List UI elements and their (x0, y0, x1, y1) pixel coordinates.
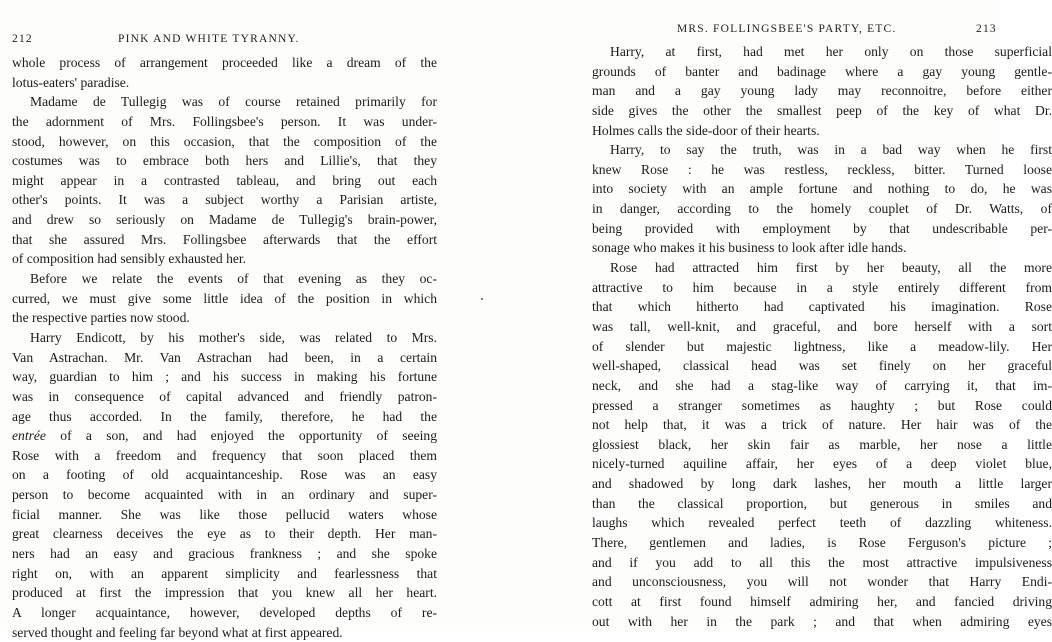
text-line: of composition had sensibly exhausted her. (12, 251, 247, 267)
text-line: well-shaped, classical head was set finely on her graceful (592, 358, 1052, 374)
text-line: Rose with a freedom and frequency that soon placed them (12, 447, 437, 463)
text-line: curred, we must give some little idea of the position in which (12, 290, 437, 306)
text-line: Rose had attracted him first by her beauty, all the more (610, 260, 1052, 276)
text-line: knew Rose : he was restless, reckless, bitter. Turned loose (592, 161, 1052, 177)
text-line: whole process of arrangement proceeded like a dream of the (12, 55, 437, 70)
scan-speck (481, 298, 483, 300)
right-body-text (592, 42, 1052, 631)
text-line: on a footing of old acquaintanceship. Rose was an easy (12, 467, 437, 483)
text-line: and unconsciousness, you will not wonder that Harry Endi- (592, 574, 1052, 590)
left-page (0, 0, 470, 640)
text-line: pressed a stranger sometimes as haughty ; but Rose could (592, 397, 1052, 413)
text-line: laughs which revealed perfect teeth of dazzling whiteness. (592, 515, 1052, 531)
text-line: Madame de Tullegig was of course retained primarily for (30, 94, 437, 110)
text-line: A longer acquaintance, however, developed depths of re- (12, 604, 437, 620)
text-line: served thought and feeling far beyond what at first appeared. (12, 624, 343, 640)
text-line: Before we relate the events of that evening as they oc- (30, 271, 437, 287)
text-line: right on, with an apparent simplicity and fearlessness that (12, 565, 437, 581)
text-line: that which hitherto had captivated his imagination. Rose (592, 299, 1052, 315)
text-line: costumes was to embrace both hers and Lillie's, that they (12, 153, 437, 169)
text-line: not help that, it was a trick of nature. Her hair was of the (592, 417, 1052, 433)
text-line: cott at first found himself admiring her, and fancied driving (592, 593, 1052, 609)
left-running-head: PINK AND WHITE TYRANNY. (118, 33, 300, 45)
text-line: ners had an easy and gracious frankness ; and she spoke (12, 546, 437, 562)
text-line: might appear in a contrasted tableau, and bring out each (12, 172, 437, 188)
text-line: into society with an ample fortune and nothing to do, he was (592, 181, 1052, 197)
text-line: There, gentlemen and ladies, is Rose Ferguson's picture ; (592, 535, 1052, 551)
text-line: lotus-eaters' paradise. (12, 74, 130, 90)
text-line: Van Astrachan. Mr. Van Astrachan had been, in a certain (12, 349, 437, 365)
text-line: produced at first the impression that you knew all her heart. (12, 585, 437, 601)
right-page (560, 0, 1052, 631)
text-line: Harry, at first, had met her only on those superficial (610, 44, 1052, 59)
text-line: person to become acquainted with in an ordinary and super- (12, 487, 437, 503)
right-running-head: MRS. FOLLINGSBEE'S PARTY, ETC. (677, 23, 897, 35)
text-line: way, guardian to him ; and his success in making his fortune (12, 369, 437, 385)
text-line: than the classical proportion, but generous in smiles and (592, 495, 1052, 511)
text-line: in danger, according to the homely couplet of Dr. Watts, of (592, 201, 1052, 217)
text-line: out with her in the park ; and that when admiring eyes (592, 613, 1052, 629)
text-line: other's points. It was a subject worthy a Parisian artiste, (12, 192, 437, 208)
text-line: entrée of a son, and had enjoyed the opportunity of seeing (12, 428, 437, 444)
left-body-text (12, 53, 437, 642)
text-line: stood, however, on this occasion, that the composition of the (12, 133, 437, 149)
text-line: Holmes calls the side-door of their hearts. (592, 122, 820, 138)
text-line: glossiest black, her skin fair as marble, her nose a little (592, 436, 1052, 452)
text-line: great clearness deceives the eye as to their depth. Her man- (12, 526, 437, 542)
text-line: neck, and she had a stag-like way of carrying it, that im- (592, 377, 1052, 393)
text-line: Harry Endicott, by his mother's side, was related to Mrs. (30, 329, 437, 345)
text-line: grounds of banter and badinage where a gay young gentle- (592, 63, 1052, 79)
text-line: the respective parties now stood. (12, 310, 190, 326)
text-line: ficial manner. She was like those pellucid waters whose (12, 506, 437, 522)
text-line: Harry, to say the truth, was in a bad way when he first (610, 142, 1052, 158)
text-line: being provided with employment by that undescribable per- (592, 220, 1052, 236)
text-line: that she assured Mrs. Follingsbee afterwards that the effort (12, 231, 437, 247)
text-line: and drew so seriously on Madame de Tullegig's brain-power, (12, 212, 437, 228)
text-line: side gives the other the smallest peep of the key of what Dr. (592, 102, 1052, 118)
text-line: was tall, well-knit, and graceful, and bore herself with a sort (592, 318, 1052, 334)
text-line: was in consequence of capital advanced and friendly patron- (12, 388, 437, 404)
right-page-number: 213 (976, 23, 997, 35)
text-line: attractive to him because in a style entirely different from (592, 279, 1052, 295)
text-line: and shadowed by long dark lashes, her mouth a little larger (592, 476, 1052, 492)
text-line: sonage who makes it his business to look after idle hands. (592, 240, 907, 256)
text-line: and if you add to all this the most attractive impulsiveness (592, 554, 1052, 570)
text-line: the adornment of Mrs. Follingsbee's person. It was under- (12, 113, 437, 129)
left-page-number: 212 (12, 33, 33, 45)
text-line: age thus accorded. In the family, therefore, he had the (12, 408, 437, 424)
text-line: of slender but majestic lightness, like a meadow-lily. Her (592, 338, 1052, 354)
text-line: man and a gay young lady may reconnoitre, before either (592, 83, 1052, 99)
text-line: nicely-turned aquiline affair, her eyes of a deep violet blue, (592, 456, 1052, 472)
